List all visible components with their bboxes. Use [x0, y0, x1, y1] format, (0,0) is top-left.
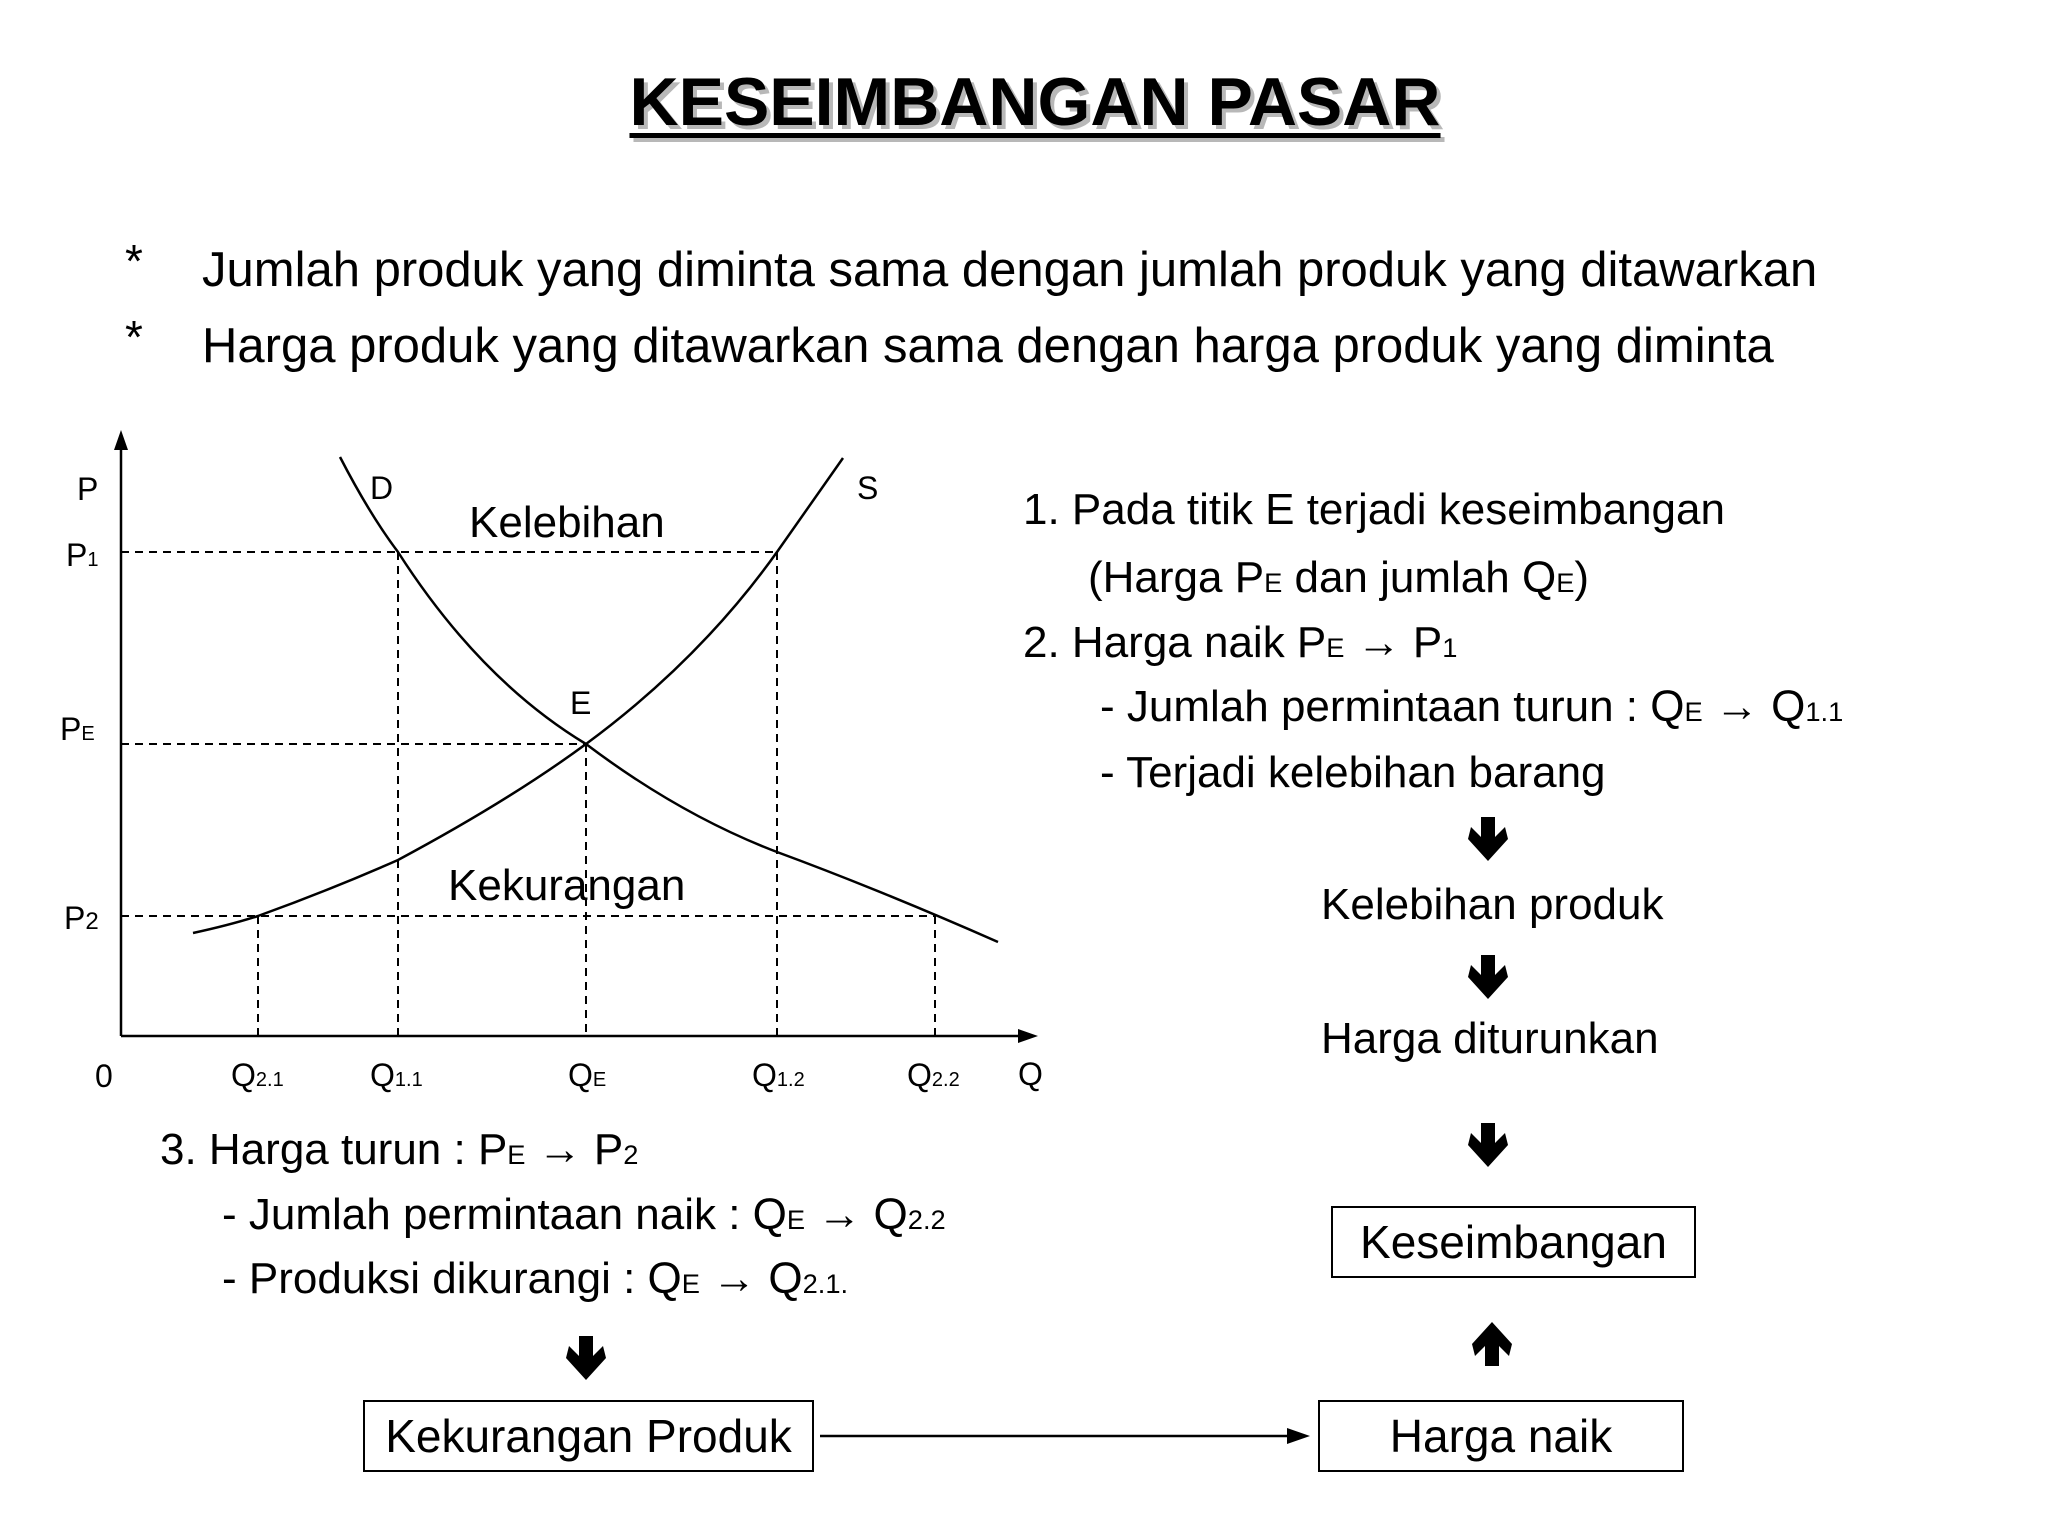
item2-line: 2. Harga naik PE → P1	[1023, 618, 1458, 667]
arrow-down-icon	[1468, 1123, 1508, 1167]
bullet-marker: *	[125, 311, 143, 363]
pe-tick-label: PE	[60, 711, 95, 747]
q12-tick-label: Q1.2	[752, 1057, 805, 1093]
p-axis-arrowhead	[114, 430, 128, 450]
keseimbangan-box	[1331, 1206, 1696, 1278]
kekurangan-produk-box	[363, 1400, 814, 1472]
q-axis-label: Q	[1018, 1056, 1043, 1092]
arrow-up-icon	[1472, 1322, 1512, 1366]
item3-sub2: - Produksi dikurangi : QE → Q2.1.	[222, 1254, 849, 1303]
supply-label: S	[857, 470, 879, 506]
flow-kelebihan-produk: Kelebihan produk	[1321, 880, 1664, 929]
harga-naik-box	[1318, 1400, 1684, 1472]
shortage-region-label: Kekurangan	[448, 861, 686, 910]
p1-tick-label: P1	[66, 537, 99, 573]
flow-connector-arrowhead	[1287, 1428, 1310, 1444]
item1-line2: (Harga PE dan jumlah QE)	[1088, 553, 1590, 602]
kekurangan-produk-label: Kekurangan Produk	[385, 1410, 792, 1462]
bullet-text: Jumlah produk yang diminta sama dengan jumlah produk yang ditawarkan	[202, 243, 1818, 297]
q21-tick-label: Q2.1	[231, 1057, 284, 1093]
p-axis-label: P	[77, 471, 99, 507]
arrow-down-icon	[1468, 817, 1508, 861]
p2-tick-label: P2	[64, 900, 99, 936]
keseimbangan-label: Keseimbangan	[1360, 1216, 1667, 1268]
surplus-region-label: Kelebihan	[469, 498, 665, 547]
arrow-down-icon	[566, 1336, 606, 1380]
flow-harga-diturunkan: Harga diturunkan	[1321, 1014, 1659, 1063]
item1-line1: 1. Pada titik E terjadi keseimbangan	[1023, 485, 1725, 534]
equilibrium-label: E	[570, 685, 592, 721]
origin-label: 0	[95, 1058, 113, 1094]
arrow-down-icon	[1468, 955, 1508, 999]
item3-sub1: - Jumlah permintaan naik : QE → Q2.2	[222, 1190, 946, 1239]
demand-label: D	[370, 470, 394, 506]
harga-naik-label: Harga naik	[1389, 1410, 1613, 1462]
item3-line: 3. Harga turun : PE → P2	[160, 1125, 639, 1174]
q11-tick-label: Q1.1	[370, 1057, 423, 1093]
bullet-marker: *	[125, 235, 143, 287]
q-axis-arrowhead	[1018, 1029, 1038, 1043]
item2-sub2: - Terjadi kelebihan barang	[1100, 748, 1606, 797]
qe-tick-label: QE	[568, 1057, 607, 1093]
item2-sub1: - Jumlah permintaan turun : QE → Q1.1	[1100, 682, 1844, 731]
q22-tick-label: Q2.2	[907, 1057, 960, 1093]
bullet-text: Harga produk yang ditawarkan sama dengan harga produk yang diminta	[202, 319, 1774, 373]
page-title: KESEIMBANGAN PASAR	[629, 64, 1441, 140]
